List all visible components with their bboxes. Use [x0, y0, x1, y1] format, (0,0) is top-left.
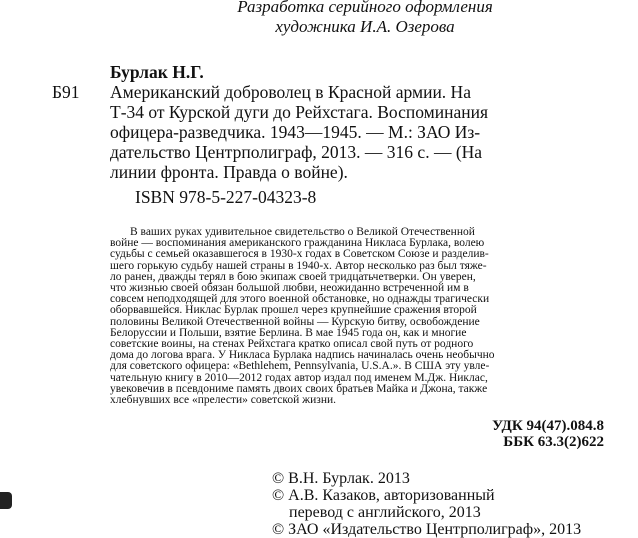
annotation-line: судьбы с семьей оказавшегося в 1930-х годах в Советском Союзе и разделив-: [110, 248, 489, 261]
bib-line: Т-34 от Курской дуги до Рейхстага. Воспоминания: [110, 102, 488, 122]
bbk-code: ББК 63.3(2)622: [503, 434, 604, 450]
series-designer-name: художника И.А. Озерова: [275, 17, 455, 36]
annotation-line: чательную книгу в 2010—2012 годах автор издал под именем М.Дж. Никлас,: [110, 371, 488, 384]
isbn: ISBN 978-5-227-04323-8: [135, 187, 317, 207]
annotation-line: ло ранен, дважды терял в бою экипаж своей тридцатьчетверки. Он уверен,: [110, 270, 476, 283]
bib-line: Американский доброволец в Красной армии. На: [110, 82, 471, 102]
bib-line: дательство Центрполиграф, 2013. — 316 с. — (На: [110, 142, 483, 162]
copyright-translation: перевод с английского, 2013: [289, 504, 481, 521]
annotation-line: хлебнувших все «прелести» советской жизни.: [110, 394, 336, 406]
bib-line: офицера-разведчика. 1943—1945. — М.: ЗАО Из-: [110, 122, 481, 142]
copyright-author: © В.Н. Бурлак. 2013: [272, 470, 410, 487]
annotation-line: шего горькую судьбу нашей страны в 1940-х. Автор несколько раз был тяже-: [110, 259, 487, 272]
annotation-line: половины Великой Отечественной войны — Курскую битву, освобождение: [110, 315, 480, 328]
annotation-line: увековечив в псевдониме память двоих своих братьев Майка и Джона, также: [110, 382, 488, 395]
annotation-line: оборвавшейся. Никлас Бурлак прошел через крупнейшие сражения второй: [110, 304, 477, 317]
copyright-publisher: © ЗАО «Издательство Центрполиграф», 2013: [272, 521, 582, 538]
annotation-line: советские воины, на стенах Рейхстага кратко описал свой путь от родного: [110, 338, 474, 350]
annotation-line: для советского офицера: «Bethlehem, Pennsylvania, U.S.A.». В США эту увле-: [110, 360, 490, 373]
overlay-button[interactable]: [0, 492, 12, 509]
annotation-line: что жизнью своей обязан большой любви, неожиданно встреченной им в: [110, 282, 469, 294]
bib-line: линии фронта. Правда о войне).: [110, 162, 348, 182]
series-design-credit: Разработка серийного оформления: [237, 0, 493, 16]
author-name: Бурлак Н.Г.: [110, 62, 204, 82]
author-code: Б91: [52, 82, 80, 102]
annotation-line: дома до логова врага. У Никласа Бурлака надпись начиналась очень необычно: [110, 349, 495, 362]
annotation-line: совсем неподходящей для этого военной обстановке, но однажды трагически: [110, 293, 490, 306]
annotation-line: Белоруссии и Польши, взятие Берлина. В мае 1945 года он, как и многие: [110, 326, 467, 339]
annotation-line: войне — воспоминания американского гражданина Никласа Бурлака, волею: [110, 237, 485, 250]
annotation-line: В ваших руках удивительное свидетельство о Великой Отечественной: [130, 226, 475, 238]
copyright-translator: © А.В. Казаков, авторизованный: [272, 487, 495, 504]
udk-code: УДК 94(47).084.8: [492, 418, 604, 434]
